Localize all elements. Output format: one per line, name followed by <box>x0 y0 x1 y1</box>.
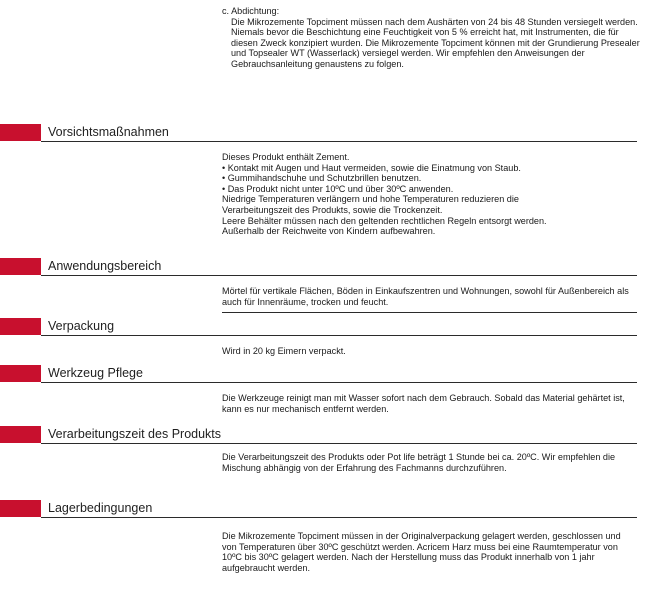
section-accent-bar <box>0 318 41 335</box>
precaution-line: Dieses Produkt enthält Zement. <box>222 152 350 162</box>
section-body-tool-care <box>222 393 637 414</box>
section-header-precautions <box>0 124 637 141</box>
intro-sealing-block <box>222 6 642 70</box>
section-header-packaging <box>0 318 637 335</box>
section-body-pot-life <box>222 452 637 473</box>
section-title-rule <box>41 382 637 383</box>
precaution-line: Niedrige Temperaturen verlängern und hohe Temperaturen reduzieren die <box>222 194 519 205</box>
section-body-application <box>222 286 637 307</box>
section-accent-bar <box>0 500 41 517</box>
section-accent-bar <box>0 426 41 443</box>
pot-life-text: Die Verarbeitungszeit des Produkts oder Pot life beträgt 1 Stunde bei ca. 20ºC. Wir empfehlen die Mischung abhängig von der Erfahrung des Fachmanns durchzuführen. <box>222 452 616 473</box>
section-body-storage <box>222 531 637 573</box>
precaution-line: • Kontakt mit Augen und Haut vermeiden, sowie die Einatmung von Staub. <box>222 162 521 173</box>
section-header-application <box>0 258 637 275</box>
precaution-line: • Das Produkt nicht unter 10ºC und über 30ºC anwenden. <box>222 183 454 194</box>
section-title-application: Anwendungsbereich <box>48 259 162 273</box>
section-accent-bar <box>0 365 41 382</box>
section-title-rule <box>41 335 637 336</box>
section-body-packaging <box>222 346 637 357</box>
section-title-pot-life: Verarbeitungszeit des Produkts <box>48 427 222 441</box>
packaging-text: Wird in 20 kg Eimern verpackt. <box>222 346 346 356</box>
section-title-rule <box>41 443 637 444</box>
application-text: Mörtel für vertikale Flächen, Böden in Einkaufszentren und Wohnungen, sowohl für Außenbereich als auch für Innenräume, trocken und feucht. <box>222 286 629 307</box>
section-header-pot-life <box>0 426 637 443</box>
section-title-rule <box>41 141 637 142</box>
section-body-rule <box>222 312 637 313</box>
precaution-line: • Gummihandschuhe und Schutzbrillen benutzen. <box>222 173 422 184</box>
precaution-line: Außerhalb der Reichweite von Kindern aufbewahren. <box>222 226 436 237</box>
section-header-tool-care <box>0 365 637 382</box>
section-title-rule <box>41 275 637 276</box>
section-title-precautions: Vorsichtsmaßnahmen <box>48 125 169 139</box>
section-title-storage: Lagerbedingungen <box>48 501 153 515</box>
precaution-line: Leere Behälter müssen nach den geltenden rechtlichen Regeln entsorgt werden. <box>222 215 547 226</box>
section-accent-bar <box>0 258 41 275</box>
intro-body: Die Mikrozemente Topciment müssen nach dem Aushärten von 24 bis 48 Stunden versiegelt werden. Niemals bevor die Beschichtung eine Feuchtigkeit von 5 % erreicht hat, mit Instrumenten, die für diesen Zweck konzipiert wurden. Die Mikrozemente Topciment können mit der Grundierung Presealer und Topsealer WT (Wasserlack) versiegel werden. Wir empfehlen den Anweisungen der Gebrauchsanleitung genaustens zu folgen. <box>231 16 640 69</box>
section-body-precautions <box>222 152 637 237</box>
intro-heading: c. Abdichtung: <box>222 6 280 16</box>
section-header-storage <box>0 500 637 517</box>
tool-care-text: Die Werkzeuge reinigt man mit Wasser sofort nach dem Gebrauch. Sobald das Material gehärtet ist, kann es nur mechanisch entfernt werden. <box>222 393 625 414</box>
section-title-packaging: Verpackung <box>48 319 115 333</box>
section-accent-bar <box>0 124 41 141</box>
storage-text: Die Mikrozemente Topciment müssen in der Originalverpackung gelagert werden, geschlossen und von Temperaturen über 30ºC geschützt werden. Acricem Harz muss bei eine Raumtemperatur von 10ºC bis 30ºC gelagert werden. Nach der Herstellung muss das Produkt innerhalb von 1 jahr aufgebraucht werden. <box>222 531 621 573</box>
section-title-tool-care: Werkzeug Pflege <box>48 366 143 380</box>
precaution-line: Verarbeitungszeit des Produkts, sowie die Trockenzeit. <box>222 204 443 215</box>
section-title-rule <box>41 517 637 518</box>
